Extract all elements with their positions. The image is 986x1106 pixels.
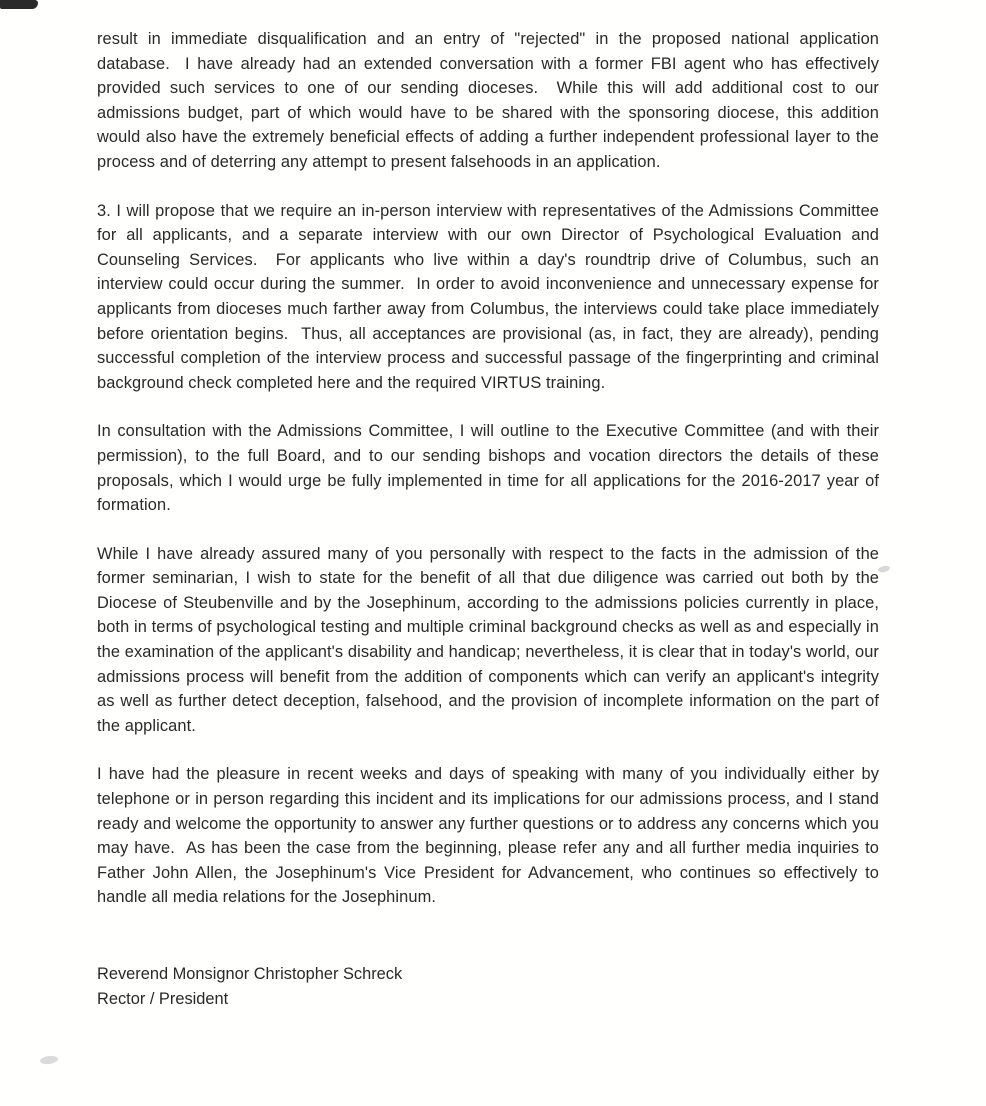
letter-paragraph-closing: I have had the pleasure in recent weeks and days of speaking with many of you individually either by telephone or in person regarding this incident and its implications for our admissions process, and I stand ready and welcome the opportunity to answer any further questions or to address any concerns which you may have. As has been the case from the beginning, please refer any and all further media inquiries to Father John Allen, the Josephinum's Vice President for Advancement, who continues so effectively to handle all media relations for the Josephinum. bbox=[97, 765, 884, 907]
letter-paragraph-continuation: result in immediate disqualification and an entry of "rejected" in the proposed national application database. I have already had an extended conversation with a former FBI agent who has effectively provided such services to one of our sending dioceses. While this will add additional cost to our admissions budget, part of which would have to be shared with the sponsoring diocese, this addition would also have the extremely beneficial effects of adding a further independent professional layer to the process and of deterring any attempt to present falsehoods in an application. bbox=[97, 30, 884, 171]
signature-name: Reverend Monsignor Christopher Schreck bbox=[97, 965, 403, 983]
letter-body bbox=[97, 27, 884, 1011]
letter-paragraph-due-diligence: While I have already assured many of you personally with respect to the facts in the admission of the former seminarian, I wish to state for the benefit of all that due diligence was carried out both by the Diocese of Steubenville and by the Josephinum, according to the admissions policies currently in place, both in terms of psychological testing and multiple criminal background checks as well as and especially in the examination of the applicant's disability and handicap; nevertheless, it is clear that in today's world, our admissions process will benefit from the addition of components which can verify an applicant's integrity as well as further detect deception, falsehood, and the provision of incomplete information on the part of the applicant. bbox=[97, 544, 884, 735]
signature-block bbox=[97, 962, 879, 1011]
letter-paragraph-proposal-3: 3. I will propose that we require an in-person interview with representatives of the Admissions Committee for all applicants, and a separate interview with our own Director of Psychological Evaluation and Counseling Services. For applicants who live within a day's roundtrip drive of Columbus, such an interview could occur during the summer. In order to avoid inconvenience and unnecessary expense for applicants from dioceses much farther away from Columbus, the interviews could take place immediately before orientation begins. Thus, all acceptances are provisional (as, in fact, they are already), pending successful completion of the interview process and successful passage of the fingerprinting and criminal background check completed here and the required VIRTUS training. bbox=[97, 201, 884, 392]
scan-smudge-top-left bbox=[0, 0, 38, 9]
scan-speck-left bbox=[40, 1055, 59, 1065]
letter-paragraph-consultation: In consultation with the Admissions Committee, I will outline to the Executive Committee (and with their permission), to the full Board, and to our sending bishops and vocation directors the details of these proposals, which I would urge be fully implemented in time for all applications for the 2016-2017 year of formation. bbox=[97, 422, 884, 515]
signature-title: Rector / President bbox=[97, 989, 229, 1008]
